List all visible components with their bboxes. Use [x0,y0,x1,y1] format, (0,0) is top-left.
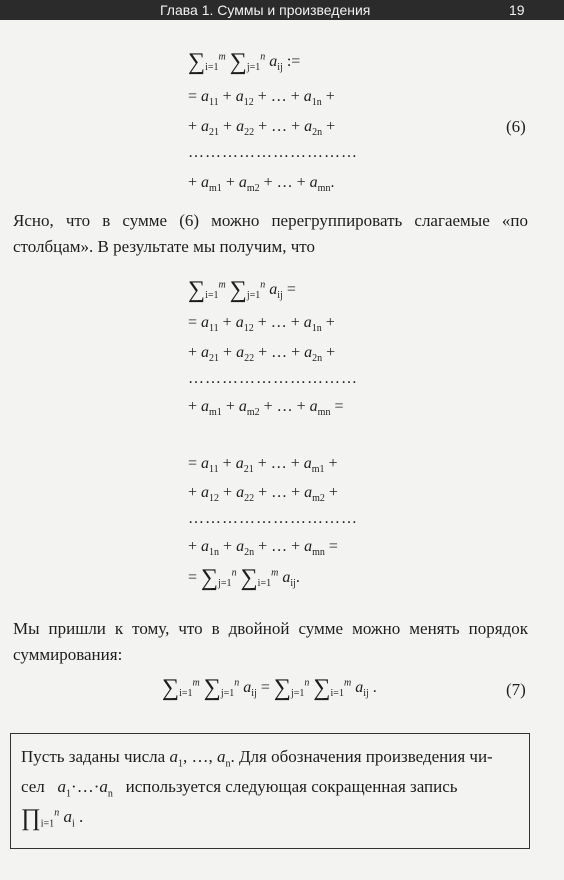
paragraph-1: Ясно, что в сумме (6) можно перегруппировать слагаемые «по столбцам». В результате мы получим, что [13,211,528,256]
eq6-line-2: = $a_{11} + a_{12}$ + … + $a_{1n}$ + [188,88,335,109]
eq6-dots: ………………………… [188,144,358,161]
eq6-line-5: + $a_{m1} + a_{m2}$ + … + $a_{mn}$. [188,174,335,195]
box-text-3: сел [21,777,45,796]
box-line-2: сел $a_1\cdot\dots\cdot a_n$ используется следующая сокращенная запись [21,777,458,800]
eq-r-line-9: + $a_{1n} + a_{2n}$ + … + $a_{mn}$ = [188,538,338,559]
eq-r-line-3: + $a_{21} + a_{22}$ + … + $a_{2n}$ + [188,344,336,365]
chapter-title: Глава 1. Суммы и произведения [160,2,371,18]
eq-r-dots-2: ………………………… [188,510,358,527]
eq-r-line-10: = $\sum_{j=1}^n$ $\sum_{i=1}^m$ $a_{ij}$. [188,565,300,591]
eq-r-dots-1: ………………………… [188,370,358,387]
page-header [0,0,564,20]
eq-r-line-2: = $a_{11} + a_{12}$ + … + $a_{1n}$ + [188,314,335,335]
box-line-3: $\prod_{i=1}^n$ $a_i$ . [21,805,84,831]
box-text-1: Пусть заданы числа [21,747,166,766]
eq6-line-3: + $a_{21} + a_{22}$ + … + $a_{2n}$ + [188,118,336,139]
box-line-1: Пусть заданы числа $a_1$, …, $a_n$. Для обозначения произведения чи- [21,747,493,770]
paragraph-2: Мы пришли к тому, что в двойной сумме можно менять порядок суммирования: [13,619,528,664]
equation-7-number: (7) [506,680,526,699]
equation-6-number: (6) [506,117,526,136]
eq7-formula: $\sum_{i=1}^m$ $\sum_{j=1}^n$ $a_{ij} = \sum_{j=1}^n$ $\sum_{i=1}^m$ $a_{ij}$ . [162,675,377,701]
eq-r-line-1: $\sum_{i=1}^m$ $\sum_{j=1}^n$ $a_{ij}$ = [188,277,296,303]
box-text-2: . Для обозначения произведения чи- [230,747,493,766]
eq-r-line-5: + $a_{m1} + a_{m2}$ + … + $a_{mn}$ = [188,398,344,419]
page-number: 19 [509,2,525,18]
definition-box [10,733,530,849]
box-text-4: используется следующая сокращенная запись [125,777,458,796]
eq-r-line-6: = $a_{11} + a_{21}$ + … + $a_{m1}$ + [188,455,338,476]
eq6-line-1: $\sum_{i=1}^m$ $\sum_{j=1}^n$ $a_{ij}$ := [188,49,301,75]
eq-r-line-7: + $a_{12} + a_{22}$ + … + $a_{m2}$ + [188,484,338,505]
